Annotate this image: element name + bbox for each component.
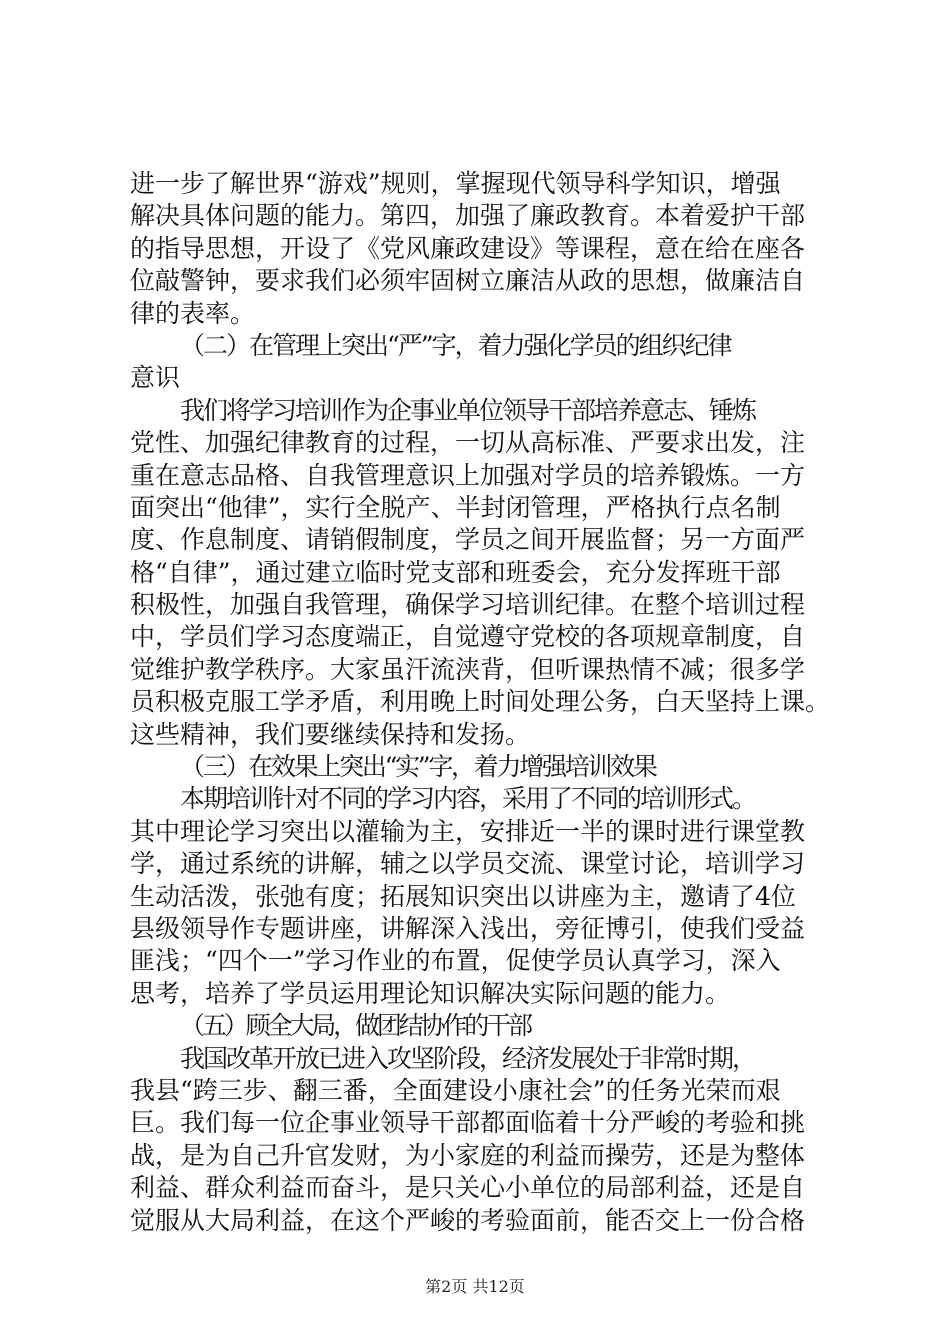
text-line: 积极性，加强自我管理，确保学习培训纪律。在整个培训过程 bbox=[130, 590, 806, 620]
text-line: 员积极克服工学矛盾，利用晚上时间处理公务，白天坚持上课。 bbox=[130, 687, 831, 717]
text-line: 度、作息制度、请销假制度，学员之间开展监督；另一方面严 bbox=[130, 525, 806, 555]
text-line: 的指导思想，开设了《党风廉政建设》等课程，意在给在座各 bbox=[130, 233, 806, 263]
text-line: 律的表率。 bbox=[130, 298, 256, 328]
text-line: 格“自律”，通过建立临时党支部和班委会，充分发挥班干部 bbox=[130, 557, 781, 587]
text-line: （五）顾全大局，做团结协作的干部 bbox=[180, 1011, 530, 1041]
text-line: 党性、加强纪律教育的过程，一切从高标准、严要求出发，注 bbox=[130, 428, 806, 458]
text-line: 面突出“他律”，实行全脱产、半封闭管理，严格执行点名制 bbox=[130, 492, 781, 522]
text-line: 解决具体问题的能力。第四，加强了廉政教育。本着爱护干部 bbox=[130, 201, 806, 231]
text-line: 觉维护教学秩序。大家虽汗流浃背，但听课热情不减；很多学 bbox=[130, 654, 806, 684]
text-line: 学，通过系统的讲解，辅之以学员交流、课堂讨论，培训学习 bbox=[130, 849, 806, 879]
text-line: 我们将学习培训作为企事业单位领导干部培养意志、锤炼 bbox=[180, 395, 756, 425]
text-line: 巨。我们每一位企事业领导干部都面临着十分严峻的考验和挑 bbox=[130, 1108, 806, 1138]
text-line: 生动活泼，张弛有度；拓展知识突出以讲座为主，邀请了4位 bbox=[130, 881, 796, 911]
text-line: 我县“跨三步、翻三番，全面建设小康社会”的任务光荣而艰 bbox=[130, 1075, 781, 1105]
text-line: （二）在管理上突出“严”字，着力强化学员的组织纪律 bbox=[180, 330, 731, 360]
text-line: 重在意志品格、自我管理意识上加强对学员的培养锻炼。一方 bbox=[130, 460, 806, 490]
text-line: 意识 bbox=[130, 363, 181, 393]
text-line: 县级领导作专题讲座，讲解深入浅出，旁征博引，使我们受益 bbox=[130, 913, 806, 943]
text-line: 匪浅；“四个一”学习作业的布置，促使学员认真学习，深入 bbox=[130, 946, 781, 976]
text-line: 觉服从大局利益，在这个严峻的考验面前，能否交上一份合格 bbox=[130, 1205, 806, 1235]
text-line: 战，是为自己升官发财，为小家庭的利益而操劳，还是为整体 bbox=[130, 1140, 806, 1170]
text-line: 思考，培养了学员运用理论知识解决实际问题的能力。 bbox=[130, 978, 731, 1008]
text-line: 位敲警钟，要求我们必须牢固树立廉洁从政的思想，做廉洁自 bbox=[130, 266, 806, 296]
page-footer: 第2页 共12页 bbox=[425, 1277, 525, 1296]
text-line: （三）在效果上突出“实”字，着力增强培训效果 bbox=[180, 752, 656, 782]
text-line: 进一步了解世界“游戏”规则，掌握现代领导科学知识，增强 bbox=[130, 169, 781, 198]
text-line: 我国改革开放已进入攻坚阶段，经济发展处于非常时期， bbox=[180, 1043, 756, 1073]
text-line: 中，学员们学习态度端正，自觉遵守党校的各项规章制度，自 bbox=[130, 622, 806, 652]
document-body bbox=[130, 168, 830, 1237]
text-line: 利益、群众利益而奋斗，是只关心小单位的局部利益，还是自 bbox=[130, 1173, 806, 1203]
text-line: 其中理论学习突出以灌输为主，安排近一半的课时进行课堂教 bbox=[130, 816, 806, 846]
text-line: 这些精神，我们要继续保持和发扬。 bbox=[130, 719, 531, 749]
text-line: 本期培训针对不同的学习内容，采用了不同的培训形式。 bbox=[180, 784, 756, 814]
